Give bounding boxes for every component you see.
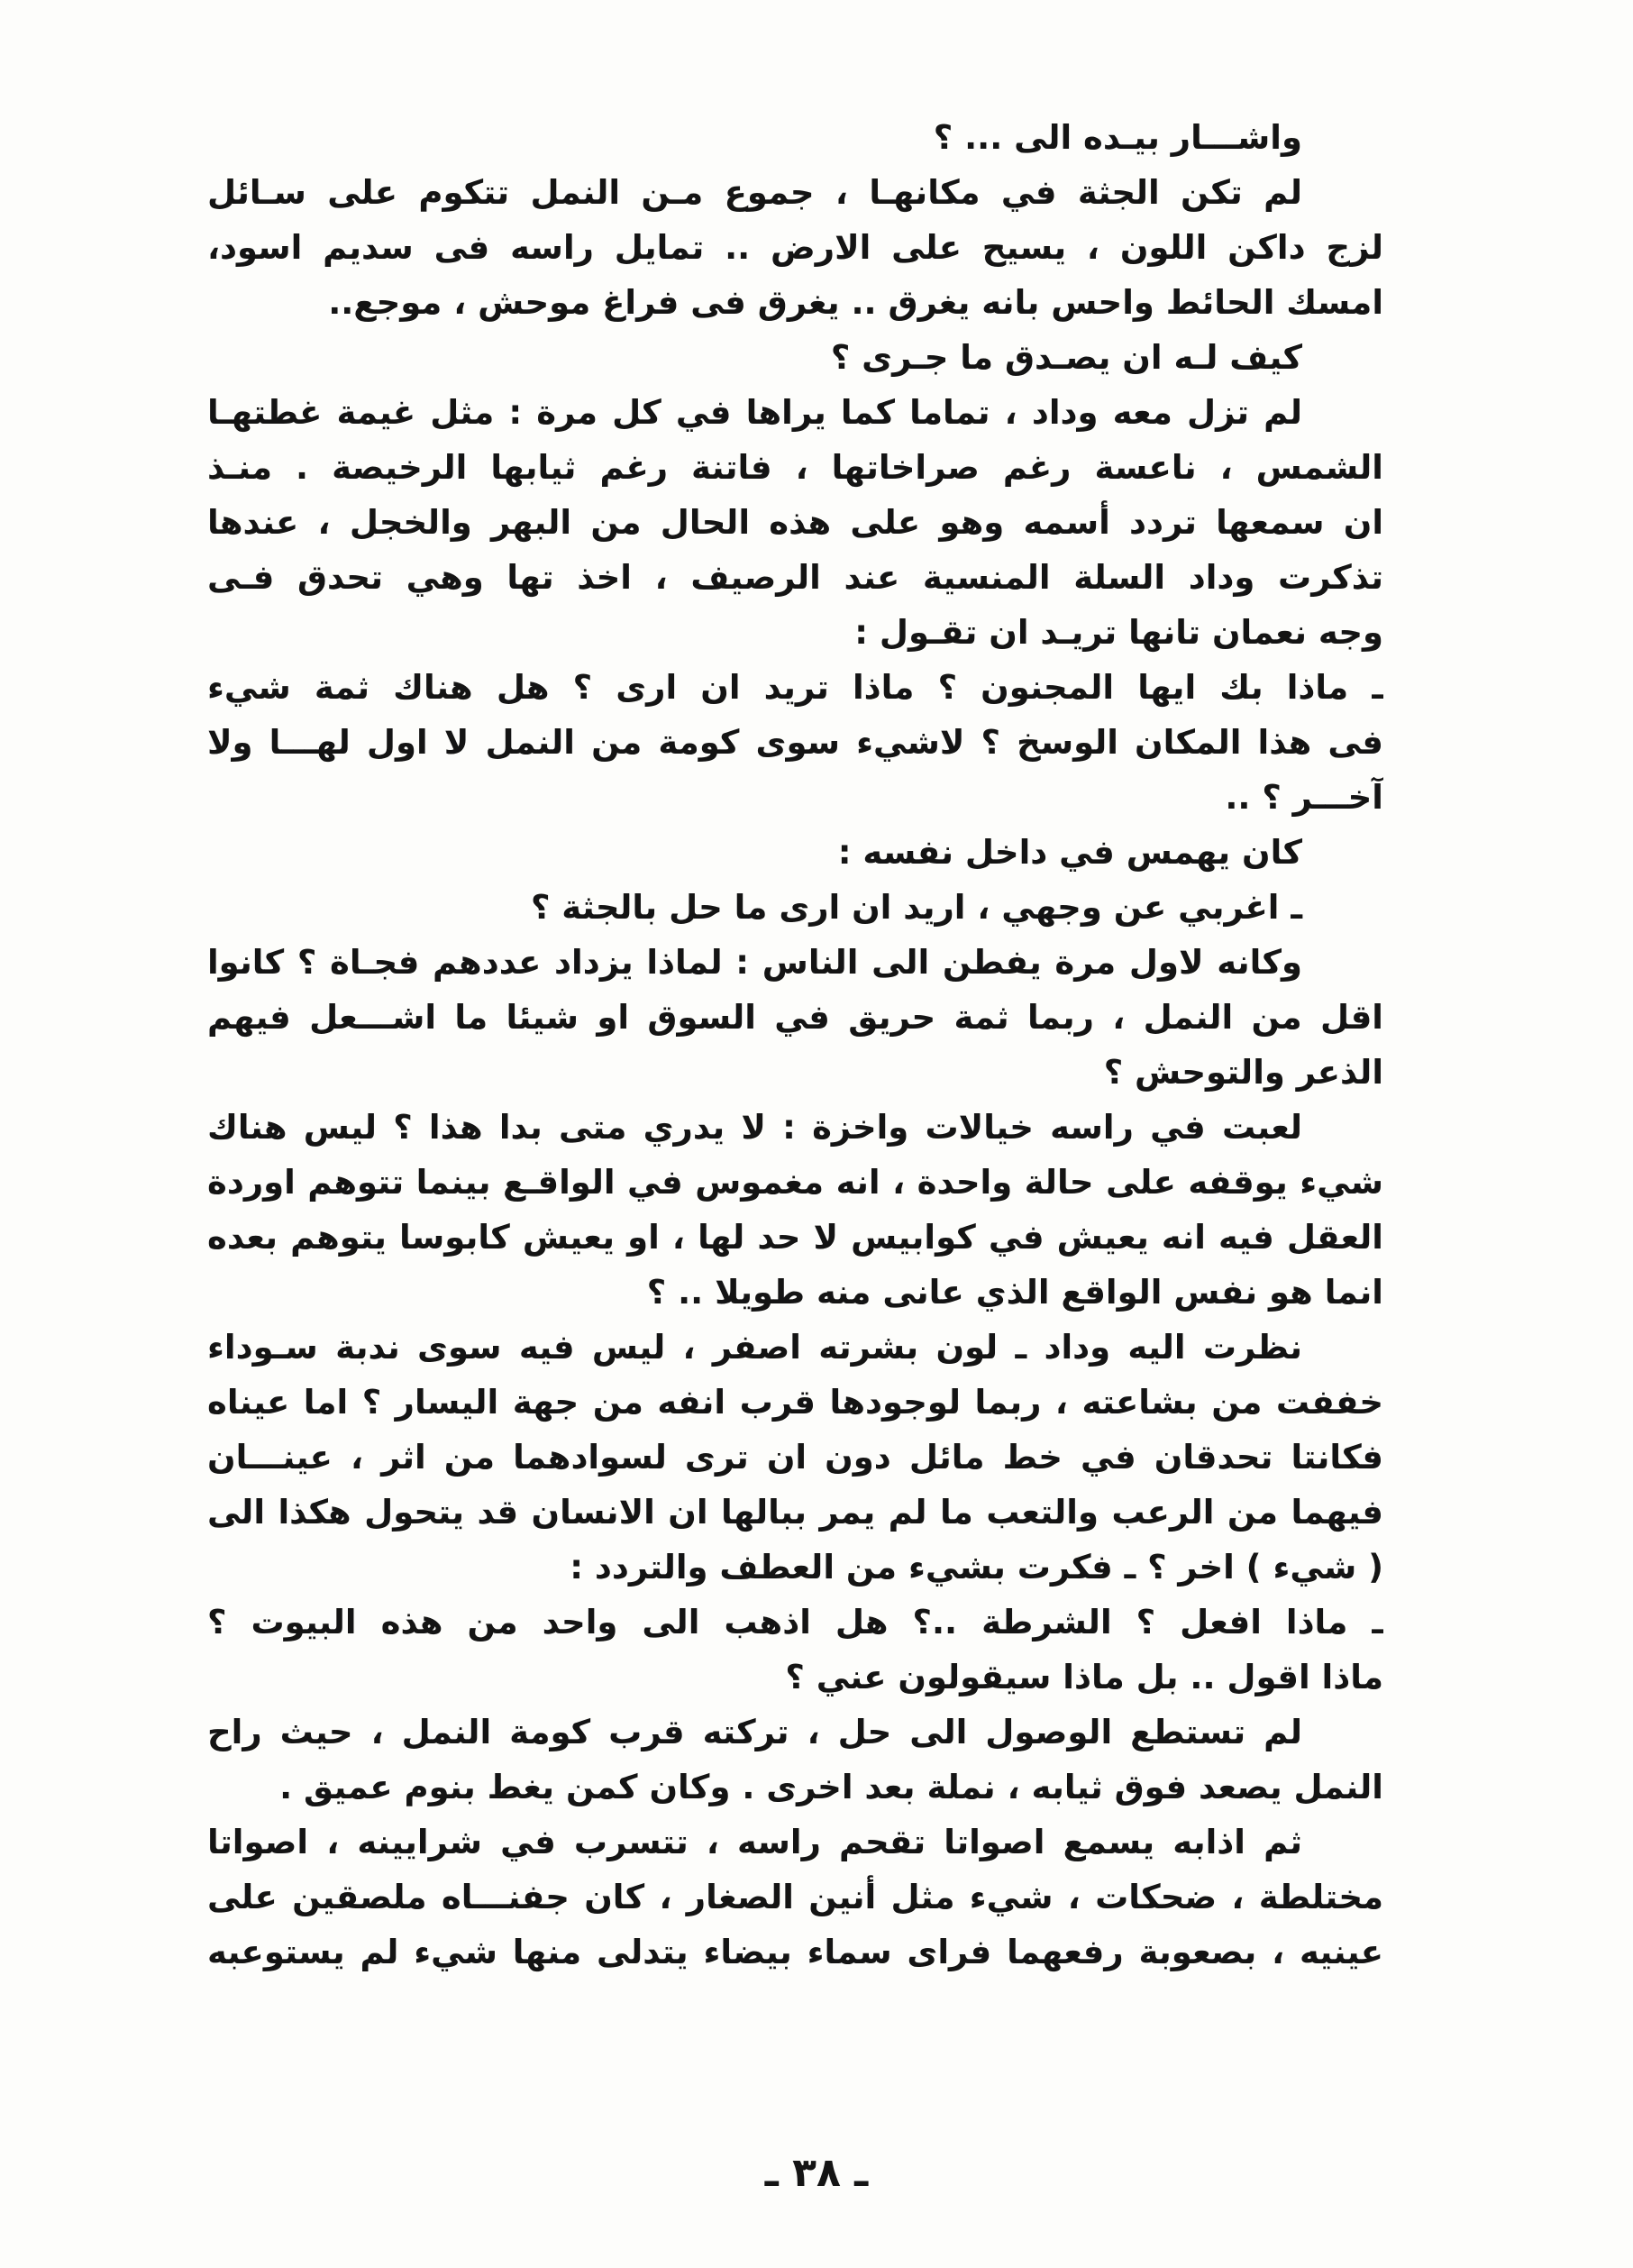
text-line: وكانه لاول مرة يفطن الى الناس : لماذا يزداد عددهم فجـاة ؟ كانوا <box>207 943 1302 982</box>
text-line: كان يهمس في داخل نفسه : <box>837 833 1302 872</box>
text-line: تذكرت وداد السلة المنسية عند الرصيف ، اخذ تها وهي تحدق فـى <box>207 558 1383 597</box>
page-number: ـ ٣٨ ـ <box>764 2150 869 2196</box>
text-line: الذعر والتوحش ؟ <box>1103 1053 1383 1092</box>
body-text <box>207 110 1383 1980</box>
text-line: امسك الحائط واحس بانه يغرق .. يغرق فى فراغ موحش ، موجع.. <box>328 283 1383 322</box>
text-line: نظرت اليه وداد ـ لون بشرته اصفر ، ليس فيه سوى ندبة سـوداء <box>207 1328 1302 1367</box>
text-line: اقل من النمل ، ربما ثمة حريق في السوق او شيئا ما اشـــعل فيهم <box>207 998 1383 1037</box>
text-line: لم تستطع الوصول الى حل ، تركته قرب كومة النمل ، حيث راح <box>207 1713 1302 1751</box>
text-line: ان سمعها تردد أسمه وهو على هذه الحال من البهر والخجل ، عندها <box>207 503 1383 542</box>
text-line: انما هو نفس الواقع الذي عانى منه طويلا .. ؟ <box>646 1273 1383 1312</box>
text-line: مختلطة ، ضحكات ، شيء مثل أنين الصغار ، كان جفنـــاه ملصقين على <box>207 1878 1383 1916</box>
text-line: خففت من بشاعته ، ربما لوجودها قرب انفه من جهة اليسار ؟ اما عيناه <box>207 1383 1383 1422</box>
text-line: فيهما من الرعب والتعب ما لم يمر ببالها ان الانسان قد يتحول هكذا الى <box>207 1493 1383 1532</box>
text-line: الشمس ، ناعسة رغم صراخاتها ، فاتنة رغم ثيابها الرخيصة . منـذ <box>207 448 1383 487</box>
text-line: ( شيء ) اخر ؟ ـ فكرت بشيء من العطف والتردد : <box>570 1548 1383 1587</box>
text-line: لعبت في راسه خيالات واخزة : لا يدري متى بدا هذا ؟ ليس هناك <box>207 1108 1302 1147</box>
text-line: ـ اغربي عن وجهي ، اريد ان ارى ما حل بالجثة ؟ <box>530 888 1302 927</box>
text-line: آخـــر ؟ .. <box>1225 778 1383 817</box>
text-line: وجه نعمان تانها تريـد ان تقـول : <box>854 613 1383 652</box>
text-line: ـ ماذا بك ايها المجنون ؟ ماذا تريد ان ارى ؟ هل هناك ثمة شيء <box>207 668 1383 707</box>
text-line: ماذا اقول .. بل ماذا سيقولون عني ؟ <box>785 1658 1383 1696</box>
text-line: فى هذا المكان الوسخ ؟ لاشيء سوى كومة من النمل لا اول لهـــا ولا <box>207 723 1383 762</box>
text-line: ثم اذابه يسمع اصواتا تقحم راسه ، تتسرب في شرايينه ، اصواتا <box>207 1823 1302 1861</box>
text-line: لم تزل معه وداد ، تماما كما يراها في كل مرة : مثل غيمة غطتهـا <box>207 393 1302 432</box>
text-line: ـ ماذا افعل ؟ الشرطة ..؟ هل اذهب الى واحد من هذه البيوت ؟ <box>207 1603 1383 1642</box>
text-line: فكانتا تحدقان في خط مائل دون ان ترى لسوادهما من اثر ، عينـــان <box>207 1438 1383 1477</box>
text-line: لزج داكن اللون ، يسيح على الارض .. تمايل راسه فى سديم اسود، <box>207 228 1383 267</box>
text-line: شيء يوقفه على حالة واحدة ، انه مغموس في الواقـع بينما تتوهم اوردة <box>207 1163 1383 1202</box>
text-line: كيف لـه ان يصـدق ما جـرى ؟ <box>830 338 1302 377</box>
text-line: واشـــار بيـده الى ... ؟ <box>933 118 1302 157</box>
text-line: لم تكن الجثة في مكانهـا ، جموع مـن النمل تتكوم على سـائل <box>207 173 1302 212</box>
text-line: النمل يصعد فوق ثيابه ، نملة بعد اخرى . وكان كمن يغط بنوم عميق . <box>279 1768 1383 1806</box>
text-line: العقل فيه انه يعيش في كوابيس لا حد لها ، او يعيش كابوسا يتوهم بعده <box>207 1218 1383 1257</box>
text-line: عينيه ، بصعوبة رفعهما فراى سماء بيضاء يتدلى منها شيء لم يستوعبه <box>207 1933 1383 1971</box>
